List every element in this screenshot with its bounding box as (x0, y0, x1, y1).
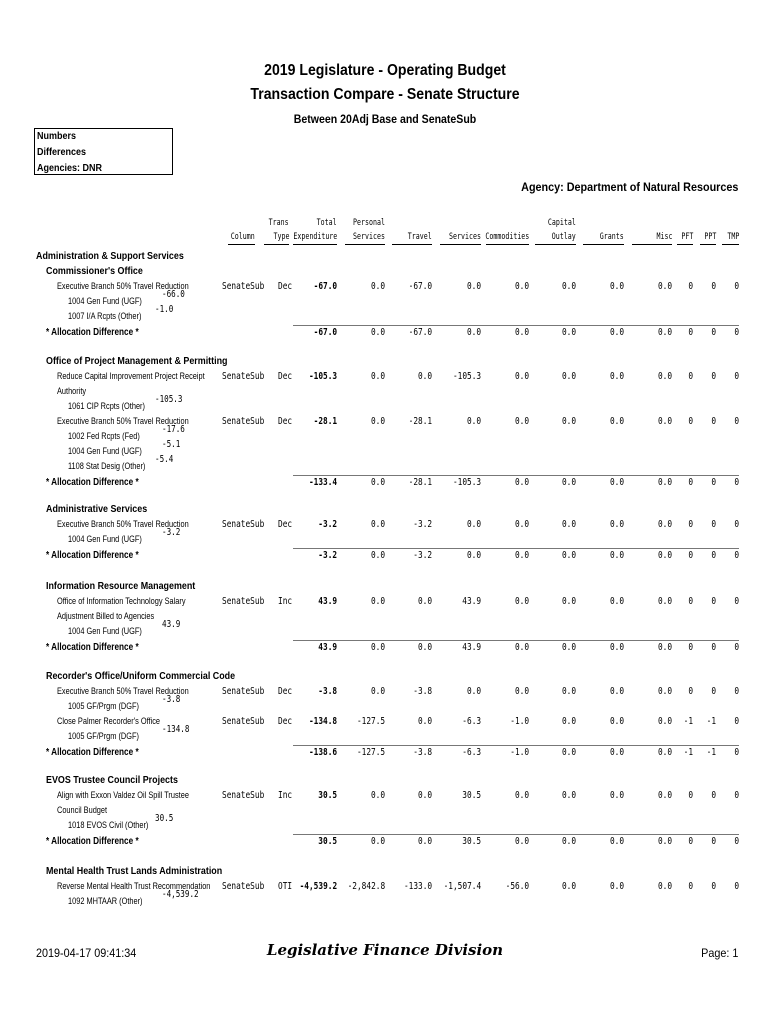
footer-timestamp: 2019-04-17 09:41:34 (36, 946, 137, 960)
fund-source: 1092 MHTAAR (Other) (68, 896, 143, 906)
amount-cell: 0.0 (417, 790, 432, 801)
agency-name: Agency: Department of Natural Resources (520, 180, 738, 194)
amount-cell: -3.2 (318, 519, 337, 530)
amount-cell: 0.0 (370, 371, 385, 382)
transaction-description: Close Palmer Recorder's Office (57, 716, 160, 726)
allocation-total-cell: 0 (734, 836, 739, 847)
amount-cell: 0.0 (370, 416, 385, 427)
allocation-total-cell: 0.0 (370, 477, 385, 488)
subtotal-rule (293, 640, 739, 641)
amount-cell: -133.0 (403, 881, 432, 892)
amount-cell: 0.0 (561, 790, 576, 801)
amount-cell: -1 (683, 716, 693, 727)
subtotal-rule (293, 325, 739, 326)
allocation-total-cell: 0 (734, 747, 739, 758)
column-header-line1: Trans (269, 218, 289, 228)
amount-cell: 0.0 (561, 281, 576, 292)
amount-cell: 0.0 (609, 881, 624, 892)
header-underline (677, 244, 693, 245)
amount-cell: 43.9 (318, 596, 337, 607)
header-underline (293, 244, 337, 245)
filter-line: Numbers (37, 131, 77, 142)
allocation-total-cell: 0.0 (514, 550, 529, 561)
component-heading: Commissioner's Office (46, 265, 143, 277)
allocation-total-cell: -3.2 (413, 550, 432, 561)
component-heading: Recorder's Office/Uniform Commercial Code (46, 670, 236, 682)
fund-source: 1061 CIP Rcpts (Other) (68, 401, 145, 411)
report-subtitle: Transaction Compare - Senate Structure (250, 86, 520, 103)
allocation-total-cell: -1 (683, 747, 693, 758)
amount-cell: 0 (688, 596, 693, 607)
column-header-line1: Personal (353, 218, 385, 228)
transaction-description: Align with Exxon Valdez Oil Spill Trustee (57, 790, 189, 800)
amount-cell: -28.1 (408, 416, 432, 427)
transaction-description: Reverse Mental Health Trust Recommendation (57, 881, 211, 891)
allocation-total-cell: 0.0 (657, 836, 672, 847)
allocation-total-cell: -133.4 (308, 477, 337, 488)
column-header: TMP (727, 232, 739, 242)
amount-cell: -105.3 (308, 371, 337, 382)
trans-type: Dec (278, 686, 293, 697)
allocation-total-cell: 0 (688, 477, 693, 488)
fund-source: 1005 GF/Prgm (DGF) (68, 731, 139, 741)
header-underline (632, 244, 672, 245)
column-header: Services (353, 232, 385, 242)
column-header: PFT (681, 232, 693, 242)
transaction-description: Council Budget (57, 805, 108, 815)
amount-cell: 0 (734, 416, 739, 427)
allocation-total-cell: 0.0 (609, 327, 624, 338)
column-value: SenateSub (222, 881, 265, 892)
column-header: Outlay (552, 232, 576, 242)
amount-cell: 0 (734, 596, 739, 607)
allocation-difference-label: * Allocation Difference * (46, 327, 139, 338)
amount-cell: 0.0 (657, 519, 672, 530)
allocation-total-cell: 0 (711, 550, 716, 561)
allocation-total-cell: -6.3 (462, 747, 481, 758)
fund-amount: -134.8 (162, 724, 190, 735)
amount-cell: 0.0 (514, 371, 529, 382)
allocation-total-cell: 0.0 (657, 327, 672, 338)
allocation-total-cell: 0 (734, 327, 739, 338)
allocation-total-cell: 0.0 (561, 477, 576, 488)
allocation-total-cell: 30.5 (462, 836, 481, 847)
amount-cell: -134.8 (308, 716, 337, 727)
header-underline (700, 244, 716, 245)
amount-cell: -4,539.2 (299, 881, 337, 892)
allocation-total-cell: 0 (688, 642, 693, 653)
allocation-total-cell: 0.0 (466, 327, 481, 338)
allocation-total-cell: 0.0 (370, 550, 385, 561)
amount-cell: 0.0 (466, 519, 481, 530)
allocation-total-cell: 0 (711, 836, 716, 847)
allocation-total-cell: 0.0 (466, 550, 481, 561)
amount-cell: 0 (688, 371, 693, 382)
fund-source: 1004 Gen Fund (UGF) (68, 446, 142, 456)
amount-cell: 0.0 (561, 596, 576, 607)
column-header: Grants (600, 232, 624, 242)
amount-cell: 0.0 (657, 371, 672, 382)
allocation-total-cell: 0.0 (609, 642, 624, 653)
fund-amount: -105.3 (155, 394, 183, 405)
amount-cell: 0 (688, 519, 693, 530)
amount-cell: -28.1 (313, 416, 337, 427)
fund-amount: -3.2 (162, 527, 181, 538)
fund-source: 1007 I/A Rcpts (Other) (68, 311, 142, 321)
allocation-total-cell: -1 (706, 747, 716, 758)
fund-source: 1002 Fed Rcpts (Fed) (68, 431, 140, 441)
amount-cell: 0 (734, 881, 739, 892)
amount-cell: 0.0 (561, 519, 576, 530)
allocation-total-cell: 0 (688, 327, 693, 338)
amount-cell: 0.0 (561, 416, 576, 427)
column-header: Services (449, 232, 481, 242)
allocation-total-cell: 0.0 (657, 477, 672, 488)
allocation-total-cell: -127.5 (356, 747, 385, 758)
allocation-total-cell: 0.0 (370, 836, 385, 847)
fund-amount: 43.9 (162, 619, 181, 630)
header-underline (722, 244, 739, 245)
allocation-total-cell: 0.0 (609, 836, 624, 847)
allocation-total-cell: 43.9 (462, 642, 481, 653)
amount-cell: -1,507.4 (443, 881, 481, 892)
transaction-description: Executive Branch 50% Travel Reduction (57, 519, 189, 529)
component-heading: Mental Health Trust Lands Administration (46, 865, 223, 877)
header-underline (440, 244, 481, 245)
filter-line: Differences (37, 147, 87, 158)
transaction-description: Reduce Capital Improvement Project Receipt (57, 371, 205, 381)
column-value: SenateSub (222, 371, 265, 382)
trans-type: Inc (278, 790, 293, 801)
transaction-description: Adjustment Billed to Agencies (57, 611, 155, 621)
amount-cell: -1 (706, 716, 716, 727)
amount-cell: 30.5 (318, 790, 337, 801)
transaction-description: Executive Branch 50% Travel Reduction (57, 281, 189, 291)
allocation-total-cell: 43.9 (318, 642, 337, 653)
amount-cell: 0.0 (609, 281, 624, 292)
amount-cell: 43.9 (462, 596, 481, 607)
amount-cell: 0.0 (657, 686, 672, 697)
fund-amount: 30.5 (155, 813, 174, 824)
amount-cell: 0 (688, 281, 693, 292)
amount-cell: 0.0 (657, 281, 672, 292)
trans-type: Dec (278, 281, 293, 292)
amount-cell: 0.0 (514, 416, 529, 427)
amount-cell: 0 (688, 881, 693, 892)
fund-amount: -4,539.2 (162, 889, 199, 900)
amount-cell: 0.0 (609, 519, 624, 530)
column-header: Misc (656, 232, 672, 242)
subtotal-rule (293, 548, 739, 549)
amount-cell: 0.0 (609, 596, 624, 607)
report-title: 2019 Legislature - Operating Budget (264, 62, 506, 79)
fund-amount: -5.4 (155, 454, 174, 465)
amount-cell: 0.0 (417, 716, 432, 727)
trans-type: Dec (278, 416, 293, 427)
fund-source: 1004 Gen Fund (UGF) (68, 296, 142, 306)
header-underline (345, 244, 385, 245)
amount-cell: 0.0 (561, 716, 576, 727)
amount-cell: -1.0 (510, 716, 529, 727)
column-header-line1: Total (317, 218, 337, 228)
fund-source: 1108 Stat Desig (Other) (68, 461, 146, 471)
allocation-total-cell: -105.3 (452, 477, 481, 488)
subtotal-rule (293, 745, 739, 746)
amount-cell: 0 (711, 686, 716, 697)
fund-amount: -3.8 (162, 694, 181, 705)
subtotal-rule (293, 834, 739, 835)
header-underline (264, 244, 289, 245)
allocation-total-cell: -138.6 (308, 747, 337, 758)
amount-cell: 0.0 (466, 686, 481, 697)
allocation-total-cell: 30.5 (318, 836, 337, 847)
report-comparison: Between 20Adj Base and SenateSub (293, 112, 477, 126)
trans-type: Dec (278, 519, 293, 530)
filter-line: Agencies: DNR (37, 163, 103, 174)
column-header: Commodities (485, 232, 529, 242)
allocation-total-cell: 0 (734, 642, 739, 653)
amount-cell: 0 (711, 281, 716, 292)
amount-cell: -6.3 (462, 716, 481, 727)
header-underline (535, 244, 576, 245)
column-header: Type (273, 232, 289, 242)
allocation-total-cell: 0.0 (609, 477, 624, 488)
allocation-total-cell: 0.0 (561, 327, 576, 338)
transaction-description: Executive Branch 50% Travel Reduction (57, 686, 189, 696)
fund-amount: -1.0 (155, 304, 174, 315)
allocation-total-cell: 0 (734, 477, 739, 488)
amount-cell: 0.0 (657, 596, 672, 607)
fund-amount: -17.6 (162, 424, 185, 435)
allocation-total-cell: 0 (711, 642, 716, 653)
header-underline (486, 244, 529, 245)
column-header: PPT (704, 232, 716, 242)
trans-type: Dec (278, 716, 293, 727)
amount-cell: 0.0 (657, 790, 672, 801)
amount-cell: 0 (688, 790, 693, 801)
allocation-total-cell: 0 (734, 550, 739, 561)
column-header: Travel (408, 232, 432, 242)
component-heading: EVOS Trustee Council Projects (46, 774, 178, 786)
transaction-description: Executive Branch 50% Travel Reduction (57, 416, 189, 426)
header-underline (228, 244, 255, 245)
allocation-total-cell: 0.0 (417, 642, 432, 653)
allocation-total-cell: 0.0 (657, 747, 672, 758)
amount-cell: 0.0 (370, 519, 385, 530)
component-heading: Administrative Services (46, 503, 148, 515)
amount-cell: 0.0 (561, 686, 576, 697)
amount-cell: 0.0 (514, 686, 529, 697)
fund-amount: -5.1 (162, 439, 181, 450)
header-underline (392, 244, 432, 245)
amount-cell: 0 (734, 371, 739, 382)
amount-cell: 0 (734, 716, 739, 727)
allocation-total-cell: -67.0 (313, 327, 337, 338)
component-heading: Office of Project Management & Permitting (46, 355, 228, 367)
column-header-line1: Capital (548, 218, 576, 228)
column-header: Expenditure (293, 232, 337, 242)
amount-cell: 0.0 (417, 371, 432, 382)
allocation-total-cell: 0.0 (417, 836, 432, 847)
amount-cell: -127.5 (356, 716, 385, 727)
amount-cell: 0 (711, 371, 716, 382)
amount-cell: 0.0 (609, 416, 624, 427)
amount-cell: 0.0 (609, 371, 624, 382)
column-header: Column (231, 232, 255, 242)
fund-amount: -66.0 (162, 289, 185, 300)
amount-cell: 0.0 (561, 371, 576, 382)
section-heading: Administration & Support Services (36, 250, 184, 262)
amount-cell: -3.8 (318, 686, 337, 697)
amount-cell: 0.0 (657, 416, 672, 427)
amount-cell: -3.8 (413, 686, 432, 697)
column-value: SenateSub (222, 686, 265, 697)
allocation-total-cell: -3.2 (318, 550, 337, 561)
amount-cell: 0.0 (370, 596, 385, 607)
allocation-total-cell: 0.0 (514, 327, 529, 338)
allocation-total-cell: 0.0 (514, 642, 529, 653)
allocation-total-cell: 0.0 (370, 327, 385, 338)
allocation-total-cell: 0 (688, 550, 693, 561)
fund-source: 1004 Gen Fund (UGF) (68, 626, 142, 636)
amount-cell: -105.3 (452, 371, 481, 382)
column-value: SenateSub (222, 716, 265, 727)
allocation-total-cell: 0.0 (657, 550, 672, 561)
fund-source: 1004 Gen Fund (UGF) (68, 534, 142, 544)
subtotal-rule (293, 475, 739, 476)
column-value: SenateSub (222, 281, 265, 292)
amount-cell: -3.2 (413, 519, 432, 530)
amount-cell: 0.0 (561, 881, 576, 892)
amount-cell: 0.0 (657, 881, 672, 892)
amount-cell: 0.0 (514, 790, 529, 801)
filter-box (34, 128, 173, 175)
allocation-total-cell: -1.0 (510, 747, 529, 758)
column-value: SenateSub (222, 790, 265, 801)
amount-cell: 0.0 (514, 281, 529, 292)
allocation-difference-label: * Allocation Difference * (46, 836, 139, 847)
header-underline (583, 244, 624, 245)
allocation-difference-label: * Allocation Difference * (46, 550, 139, 561)
amount-cell: 0 (711, 519, 716, 530)
allocation-total-cell: 0.0 (561, 642, 576, 653)
allocation-total-cell: 0.0 (609, 550, 624, 561)
allocation-total-cell: -67.0 (408, 327, 432, 338)
amount-cell: 0 (711, 790, 716, 801)
amount-cell: -2,842.8 (347, 881, 385, 892)
amount-cell: 0 (688, 416, 693, 427)
amount-cell: 0.0 (514, 596, 529, 607)
allocation-total-cell: 0.0 (561, 747, 576, 758)
amount-cell: 0 (734, 519, 739, 530)
allocation-total-cell: 0.0 (514, 836, 529, 847)
amount-cell: 0 (688, 686, 693, 697)
amount-cell: 0 (734, 281, 739, 292)
amount-cell: 0.0 (609, 716, 624, 727)
amount-cell: -67.0 (313, 281, 337, 292)
footer-page-number: Page: 1 (700, 946, 738, 960)
fund-source: 1018 EVOS Civil (Other) (68, 820, 149, 830)
amount-cell: 0 (734, 790, 739, 801)
amount-cell: -56.0 (505, 881, 529, 892)
amount-cell: 0.0 (657, 716, 672, 727)
allocation-total-cell: 0 (711, 477, 716, 488)
allocation-total-cell: 0 (711, 327, 716, 338)
allocation-total-cell: 0.0 (657, 642, 672, 653)
amount-cell: 0 (711, 881, 716, 892)
fund-source: 1005 GF/Prgm (DGF) (68, 701, 139, 711)
trans-type: OTI (278, 881, 293, 892)
amount-cell: 0 (711, 416, 716, 427)
allocation-total-cell: 0.0 (561, 836, 576, 847)
amount-cell: 30.5 (462, 790, 481, 801)
transaction-description: Authority (57, 386, 87, 396)
amount-cell: 0.0 (514, 519, 529, 530)
transaction-description: Office of Information Technology Salary (57, 596, 186, 606)
column-value: SenateSub (222, 519, 265, 530)
amount-cell: -67.0 (408, 281, 432, 292)
column-value: SenateSub (222, 416, 265, 427)
amount-cell: 0.0 (370, 790, 385, 801)
amount-cell: 0.0 (370, 686, 385, 697)
trans-type: Inc (278, 596, 293, 607)
allocation-total-cell: 0.0 (370, 642, 385, 653)
component-heading: Information Resource Management (46, 580, 196, 592)
amount-cell: 0.0 (609, 686, 624, 697)
amount-cell: 0.0 (370, 281, 385, 292)
allocation-difference-label: * Allocation Difference * (46, 642, 139, 653)
allocation-total-cell: 0.0 (561, 550, 576, 561)
amount-cell: 0 (734, 686, 739, 697)
allocation-total-cell: 0.0 (514, 477, 529, 488)
allocation-total-cell: -3.8 (413, 747, 432, 758)
footer-division: Legislative Finance Division (266, 941, 504, 959)
amount-cell: 0.0 (466, 416, 481, 427)
allocation-difference-label: * Allocation Difference * (46, 747, 139, 758)
amount-cell: 0.0 (417, 596, 432, 607)
trans-type: Dec (278, 371, 293, 382)
allocation-difference-label: * Allocation Difference * (46, 477, 139, 488)
allocation-total-cell: 0 (688, 836, 693, 847)
amount-cell: 0.0 (466, 281, 481, 292)
allocation-total-cell: 0.0 (609, 747, 624, 758)
amount-cell: 0 (711, 596, 716, 607)
amount-cell: 0.0 (609, 790, 624, 801)
allocation-total-cell: -28.1 (408, 477, 432, 488)
column-value: SenateSub (222, 596, 265, 607)
